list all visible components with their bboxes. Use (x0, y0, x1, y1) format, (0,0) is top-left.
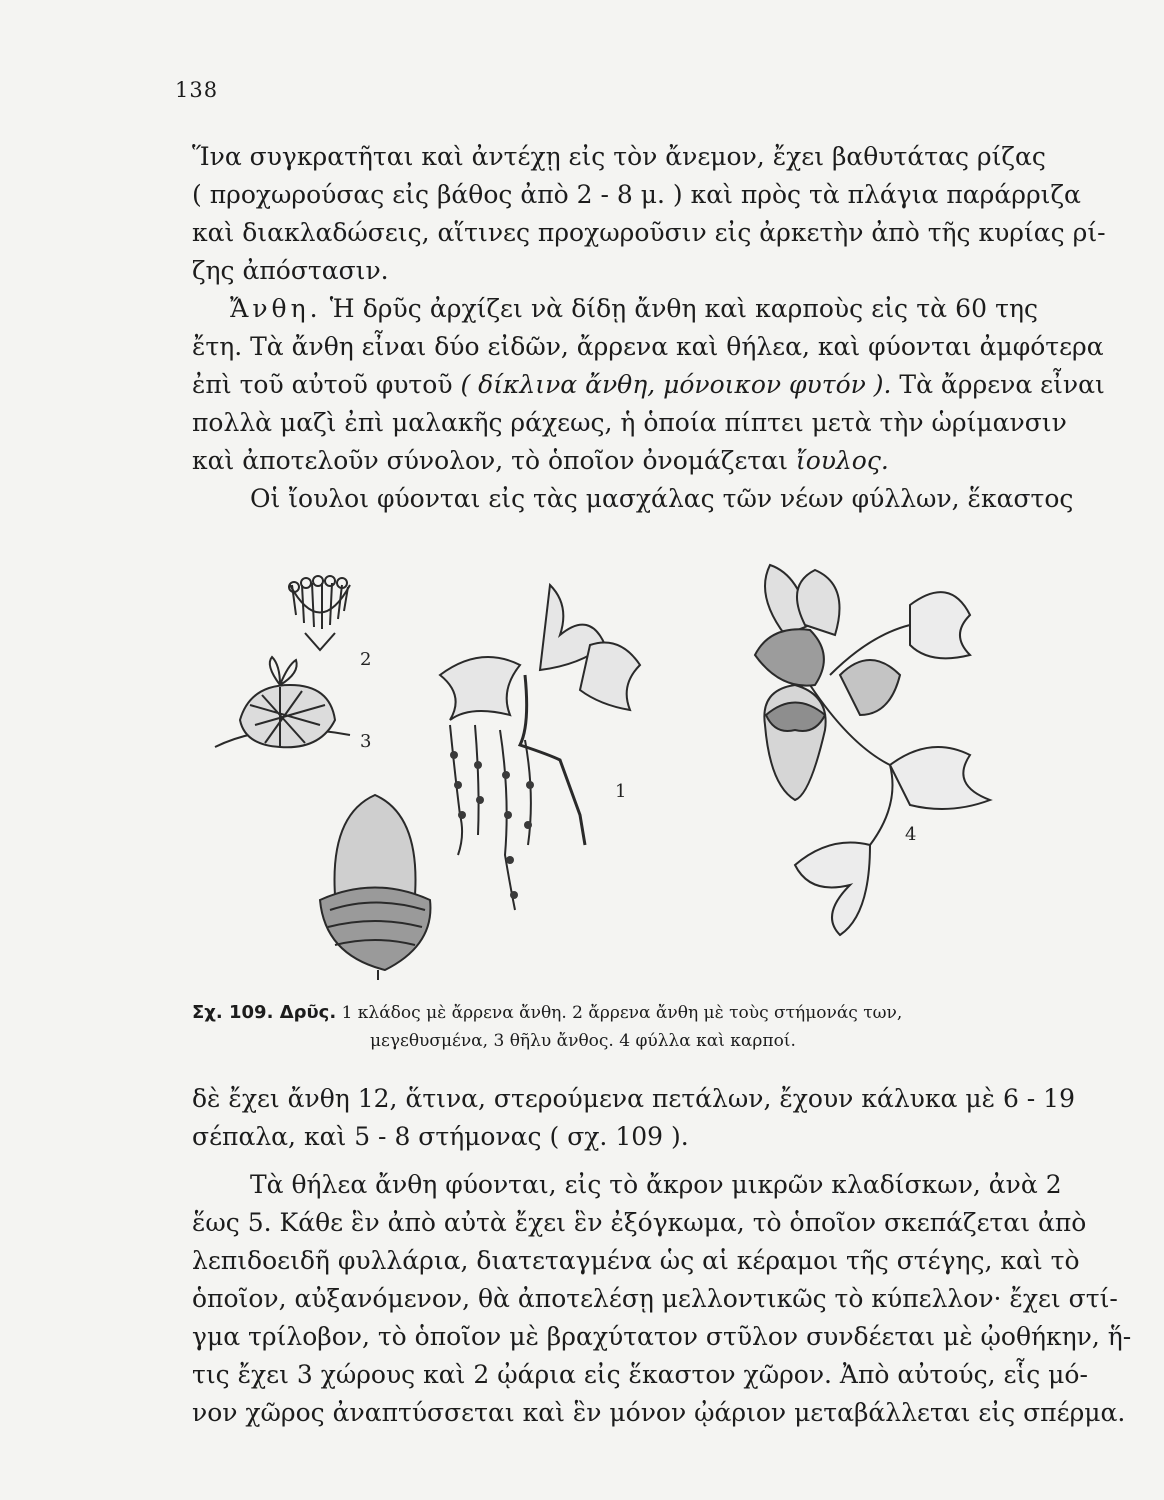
text-line: δὲ ἔχει ἄνθη 12, ἅτινα, στερούμενα πετάλων, ἔχουν κάλυκα μὲ 6 - 19 (192, 1084, 1075, 1113)
female-flower-drawing (215, 657, 350, 747)
acorn-drawing (320, 795, 430, 980)
leaves-and-acorns-drawing (755, 565, 990, 935)
page-number: 138 (175, 78, 219, 102)
text-line (192, 368, 1105, 402)
text-line: ( προχωρούσας εἰς βάθος ἀπὸ 2 - 8 μ. ) καὶ πρὸς τὰ πλάγια παράρριζα (192, 180, 1081, 209)
text-line (192, 444, 1038, 478)
caption-text: 1 κλάδος μὲ ἄρρενα ἄνθη. 2 ἄρρενα ἄνθη μὲ τοὺς στήμονάς των, (336, 1003, 903, 1023)
figure-caption-line2: μεγεθυσμένα, 3 θῆλυ ἄνθος. 4 φύλλα καὶ καρποί. (370, 1031, 796, 1051)
figure-caption (192, 1000, 1038, 1026)
text-line: ἕως 5. Κάθε ἓν ἀπὸ αὐτὰ ἔχει ἓν ἐξόγκωμα, τὸ ὁποῖον σκεπάζεται ἀπὸ (192, 1208, 1087, 1237)
italic-term: ἴουλος. (795, 446, 889, 475)
text-line (230, 292, 1038, 326)
text-span: Τὰ ἄρρενα εἶναι (891, 370, 1105, 399)
text-span: ἐπὶ τοῦ αὐτοῦ φυτοῦ (192, 370, 461, 399)
caption-label: Σχ. 109. Δρῦς. (192, 1002, 337, 1023)
text-line: Ἵνα συγκρατῆται καὶ ἀντέχῃ εἰς τὸν ἄνεμον, ἔχει βαθυτάτας ρίζας (192, 142, 1046, 171)
branch-with-catkins-drawing (440, 585, 640, 910)
text-line: λεπιδοειδῆ φυλλάρια, διατεταγμένα ὡς αἱ κέραμοι τῆς στέγης, καὶ τὸ (192, 1246, 1080, 1275)
text-span: Ἡ δρῦς ἀρχίζει νὰ δίδῃ ἄνθη καὶ καρποὺς εἰς τὰ 60 της (321, 294, 1038, 323)
text-line: πολλὰ μαζὶ ἐπὶ μαλακῆς ράχεως, ἡ ὁποία πίπτει μετὰ τὴν ὡρίμανσιν (192, 408, 1067, 437)
figure-label-2: 2 (360, 649, 372, 670)
section-heading: Ἄνθη. (230, 294, 322, 323)
text-span: καὶ ἀποτελοῦν σύνολον, τὸ ὁποῖον ὀνομάζεται (192, 446, 796, 475)
text-line: ἔτη. Τὰ ἄνθη εἶναι δύο εἰδῶν, ἄρρενα καὶ θήλεα, καὶ φύονται ἀμφότερα (192, 332, 1104, 361)
text-line: σέπαλα, καὶ 5 - 8 στήμονας ( σχ. 109 ). (192, 1122, 689, 1151)
text-line: τις ἔχει 3 χώρους καὶ 2 ᾠάρια εἰς ἕκαστον χῶρον. Ἀπὸ αὐτούς, εἷς μό- (192, 1360, 1088, 1389)
text-line: Οἱ ἴουλοι φύονται εἰς τὰς μασχάλας τῶν νέων φύλλων, ἕκαστος (250, 484, 1074, 513)
text-line: γμα τρίλοβον, τὸ ὁποῖον μὲ βραχύτατον στῦλον συνδέεται μὲ ᾠοθήκην, ἥ- (192, 1322, 1132, 1351)
oak-illustration (210, 515, 1030, 995)
text-line: καὶ διακλαδώσεις, αἵτινες προχωροῦσιν εἰς ἀρκετὴν ἀπὸ τῆς κυρίας ρί- (192, 218, 1106, 247)
male-flower-drawing (289, 576, 350, 650)
text-line: ὁποῖον, αὐξανόμενον, θὰ ἀποτελέσῃ μελλοντικῶς τὸ κύπελλον· ἔχει στί- (192, 1284, 1118, 1313)
figure-label-3: 3 (360, 731, 372, 752)
text-line: νον χῶρος ἀναπτύσσεται καὶ ἓν μόνον ᾠάριον μεταβάλλεται εἰς σπέρμα. (192, 1398, 1126, 1427)
text-line: ζης ἀπόστασιν. (192, 256, 389, 285)
italic-term: ( δίκλινα ἄνθη, μόνοικον φυτόν ). (460, 370, 892, 399)
figure-label-4: 4 (905, 824, 917, 845)
text-line: Τὰ θήλεα ἄνθη φύονται, εἰς τὸ ἄκρον μικρῶν κλαδίσκων, ἀνὰ 2 (250, 1170, 1062, 1199)
figure-label-1: 1 (615, 781, 627, 802)
